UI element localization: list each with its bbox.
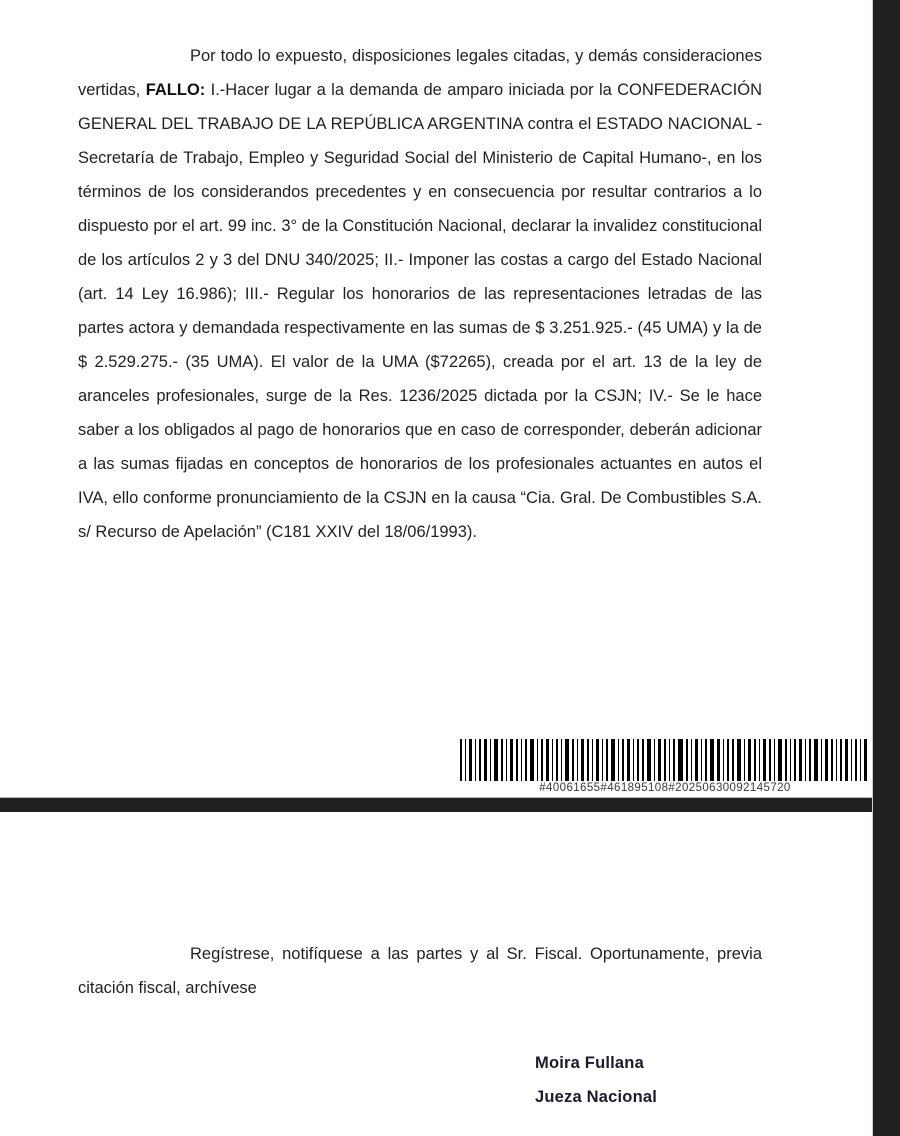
scan-right-edge <box>872 0 900 1136</box>
closing-paragraph <box>78 937 762 1005</box>
judge-name: Moira Fullana <box>535 1054 644 1072</box>
barcode-stamp <box>458 739 872 794</box>
barcode-image <box>458 739 872 781</box>
signature-block <box>535 1046 657 1114</box>
ruling-body-text: I.-Hacer lugar a la demanda de amparo iniciada por la CONFEDERACIÓN GENERAL DEL TRABAJO DE LA REPÚBLICA ARGENTINA contra el ESTADO NACIONAL -Secretaría de Trabajo, Empleo y Seguridad Social del Ministerio de Capital Humano-, en los términos de los considerandos precedentes y en consecuencia por resultar contrarios a lo dispuesto por el art. 99 inc. 3° de la Constitución Nacional, declarar la invalidez constitucional de los artículos 2 y 3 del DNU 340/2025; II.- Imponer las costas a cargo del Estado Nacional (art. 14 Ley 16.986); III.- Regular los honorarios de las representaciones letradas de las partes actora y demandada respectivamente en las sumas de $ 3.251.925.- (45 UMA) y la de $ 2.529.275.- (35 UMA). El valor de la UMA ($72265), creada por el art. 13 de la ley de aranceles profesionales, surge de la Res. 1236/2025 dictada por la CSJN; IV.- Se le hace saber a los obligados al pago de honorarios que en caso de corresponder, deberán adicionar a las sumas fijadas en conceptos de honorarios de los profesionales actuantes en autos el IVA, ello conforme pronunciamiento de la CSJN en la causa “Cia. Gral. De Combustibles S.A. s/ Recurso de Apelación” (C181 XXIV del 18/06/1993). <box>78 80 762 541</box>
fallo-keyword: FALLO: <box>145 80 206 99</box>
judge-title: Jueza Nacional <box>535 1088 658 1106</box>
closing-paragraph-text: Regístrese, notifíquese a las partes y al Sr. Fiscal. Oportunamente, previa citación fiscal, archívese <box>78 944 762 997</box>
ruling-paragraph <box>78 39 762 549</box>
ruling-lead-text: Por todo lo expuesto, disposiciones legales citadas, y demás consideraciones vertidas, <box>78 46 762 99</box>
barcode-caption: #40061655#461895108#20250630092145720 <box>539 782 791 794</box>
